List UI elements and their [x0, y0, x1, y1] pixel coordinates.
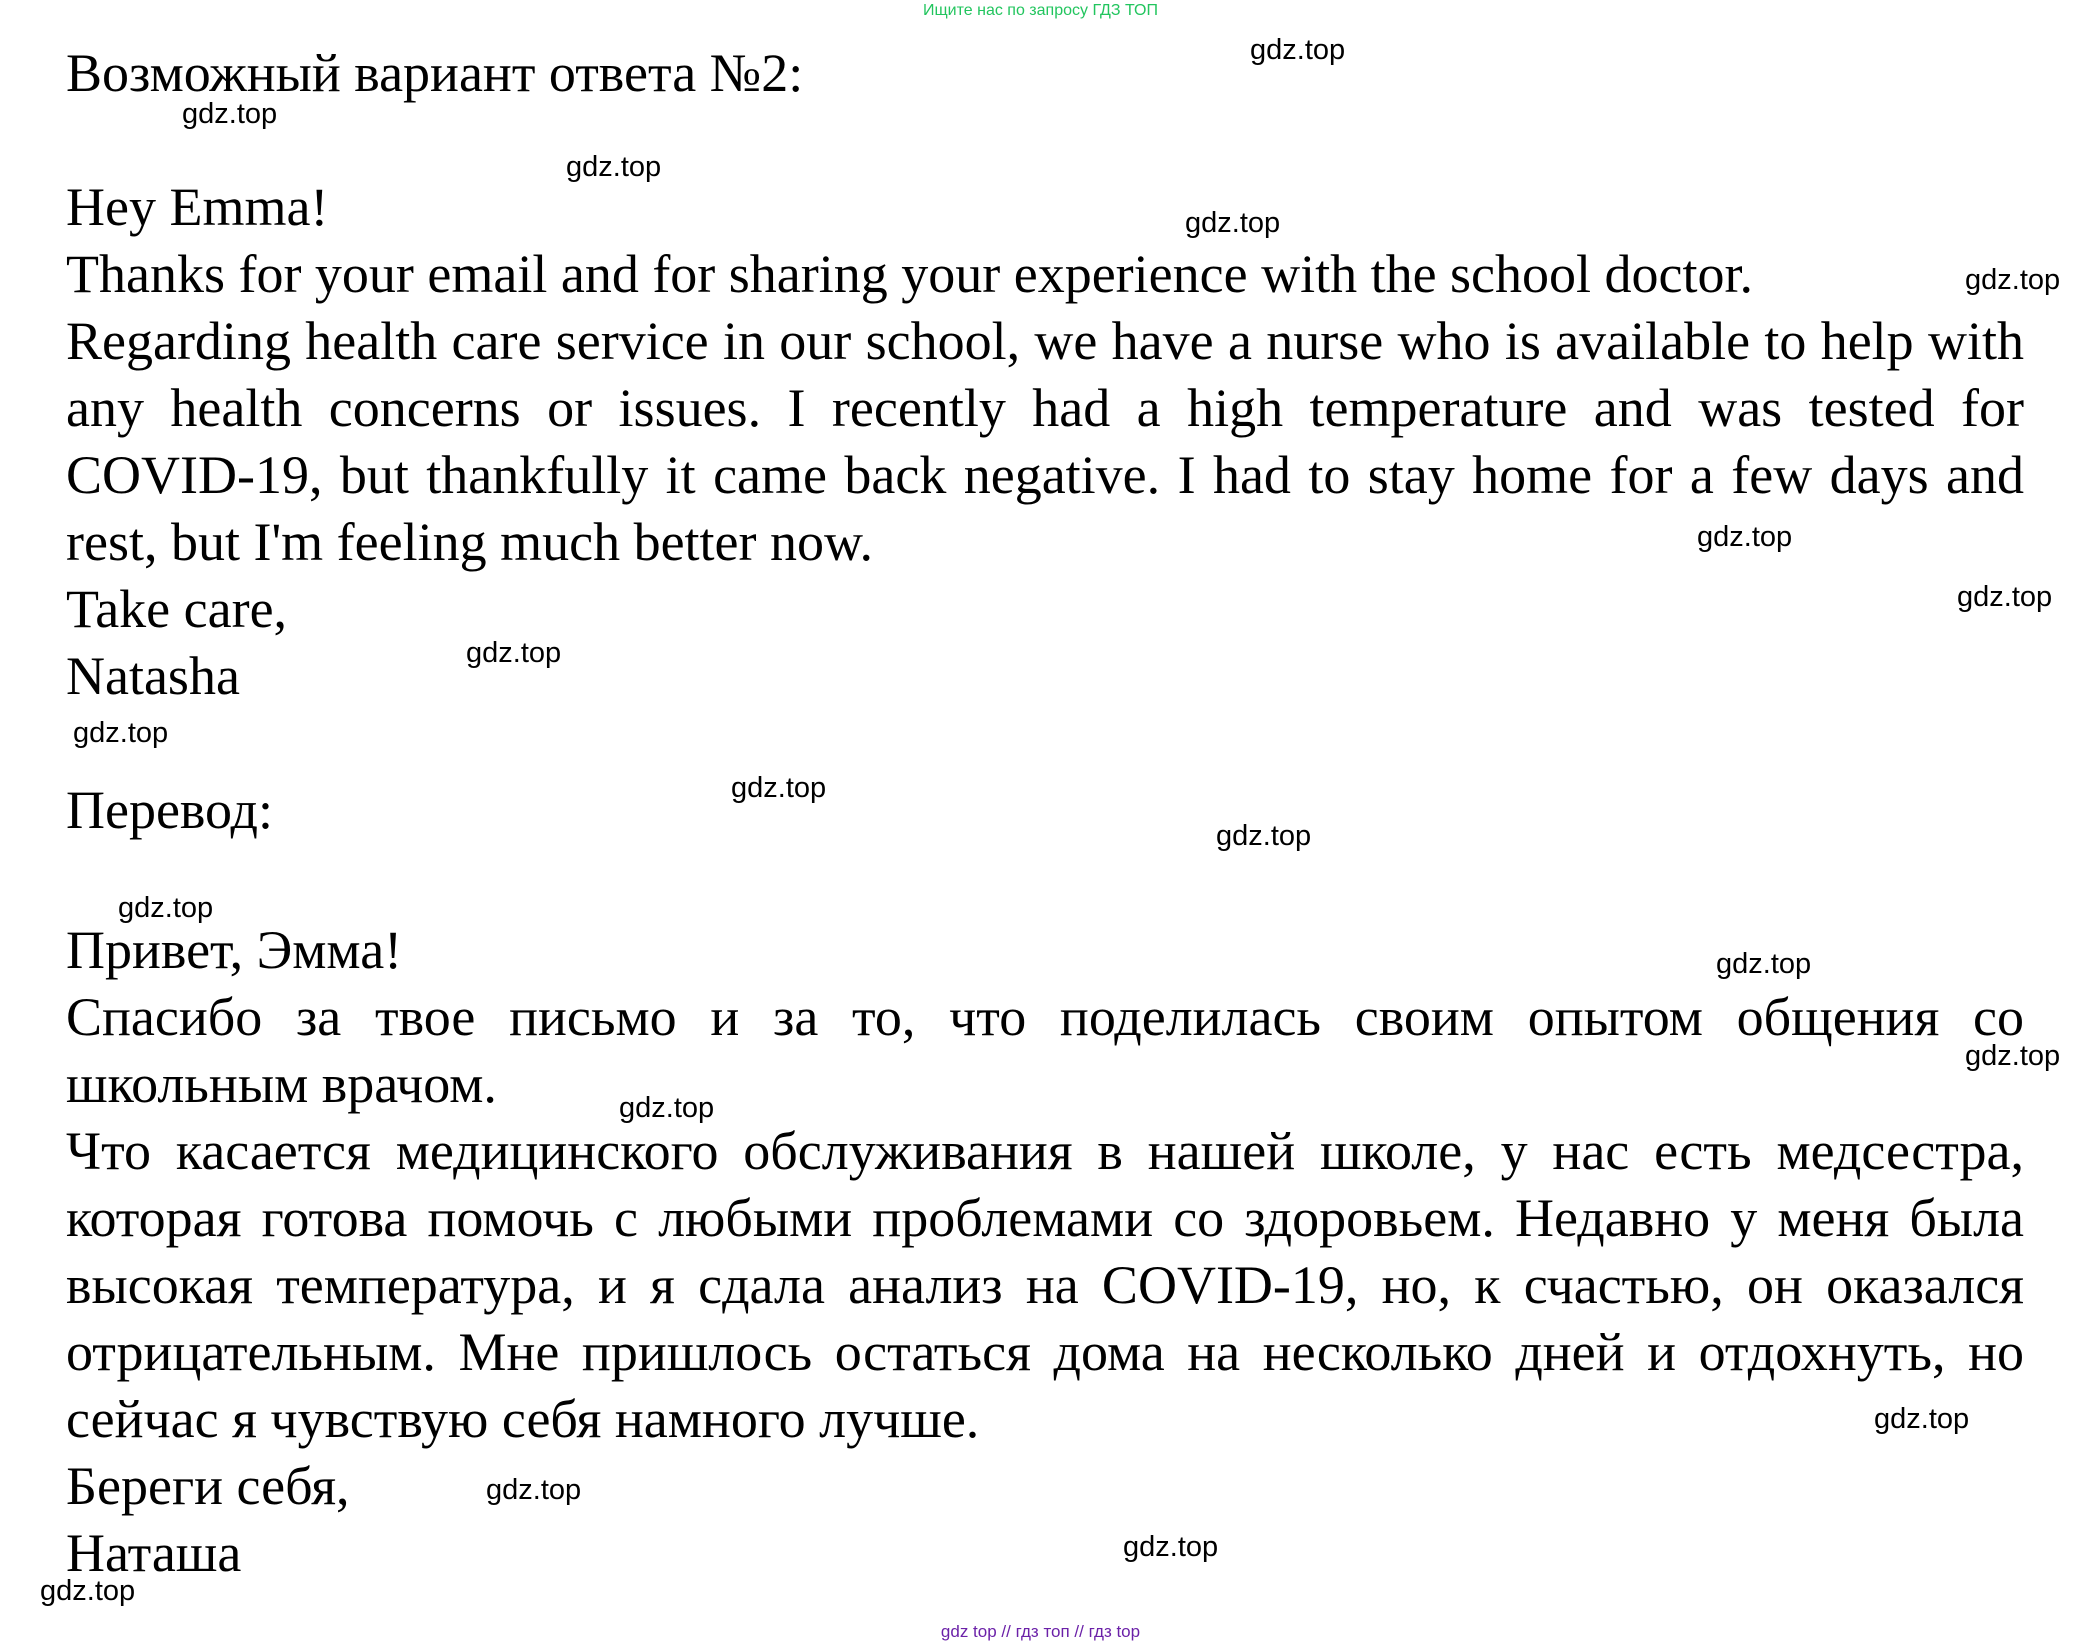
english-closing: Take care,	[66, 579, 288, 639]
english-greeting: Hey Emma!	[66, 177, 329, 237]
english-thanks: Thanks for your email and for sharing your experience with the school doctor.	[66, 244, 1753, 304]
watermark: gdz.top	[486, 1474, 582, 1506]
watermark: gdz.top	[466, 637, 562, 669]
watermark: gdz.top	[1250, 34, 1346, 66]
watermark: gdz.top	[1123, 1531, 1219, 1563]
watermark: gdz.top	[1957, 581, 2053, 613]
watermark: gdz.top	[566, 151, 662, 183]
watermark: gdz.top	[182, 98, 278, 130]
english-body: Regarding health care service in our school, we have a nurse who is available to help with any health concerns or issues. I recently had a high temperature and was tested for COVID-19, but thankfully it came back negative. I had to stay home for a few days and rest, but I'm feeling much better now.	[66, 311, 2024, 572]
russian-signature: Наташа	[66, 1523, 242, 1583]
watermark: gdz.top	[118, 892, 214, 924]
watermark: gdz.top	[619, 1092, 715, 1124]
watermark: gdz.top	[1216, 820, 1312, 852]
watermark: gdz.top	[1965, 264, 2061, 296]
watermark: gdz.top	[1874, 1403, 1970, 1435]
watermark: gdz.top	[1697, 521, 1793, 553]
russian-closing: Береги себя,	[66, 1456, 350, 1516]
footer-banner: gdz top // гдз топ // гдз top	[940, 1622, 1141, 1641]
english-signature: Natasha	[66, 646, 240, 706]
russian-greeting: Привет, Эмма!	[66, 920, 403, 980]
watermark: gdz.top	[1185, 207, 1281, 239]
russian-body: Что касается медицинского обслуживания в нашей школе, у нас есть медсестра, которая готова помочь с любыми проблемами со здоровьем. Недавно у меня была высокая температура, и я сдала анализ на COVID-19, но, к счастью, он оказался отрицательным. Мне пришлось остаться дома на несколько дней и отдохнуть, но сейчас я чувствую себя намного лучше.	[66, 1121, 2024, 1449]
watermark: gdz.top	[73, 717, 169, 749]
top-banner: Ищите нас по запросу ГДЗ ТОП	[923, 2, 1158, 19]
watermark: gdz.top	[40, 1575, 136, 1607]
watermark: gdz.top	[731, 772, 827, 804]
russian-thanks: Спасибо за твое письмо и за то, что поделилась своим опытом общения со школьным врачом.	[66, 987, 2024, 1114]
document-body	[66, 40, 2024, 1587]
watermark: gdz.top	[1965, 1040, 2061, 1072]
answer-heading: Возможный вариант ответа №2:	[66, 43, 804, 103]
watermark: gdz.top	[1716, 948, 1812, 980]
translation-heading: Перевод:	[66, 780, 273, 840]
